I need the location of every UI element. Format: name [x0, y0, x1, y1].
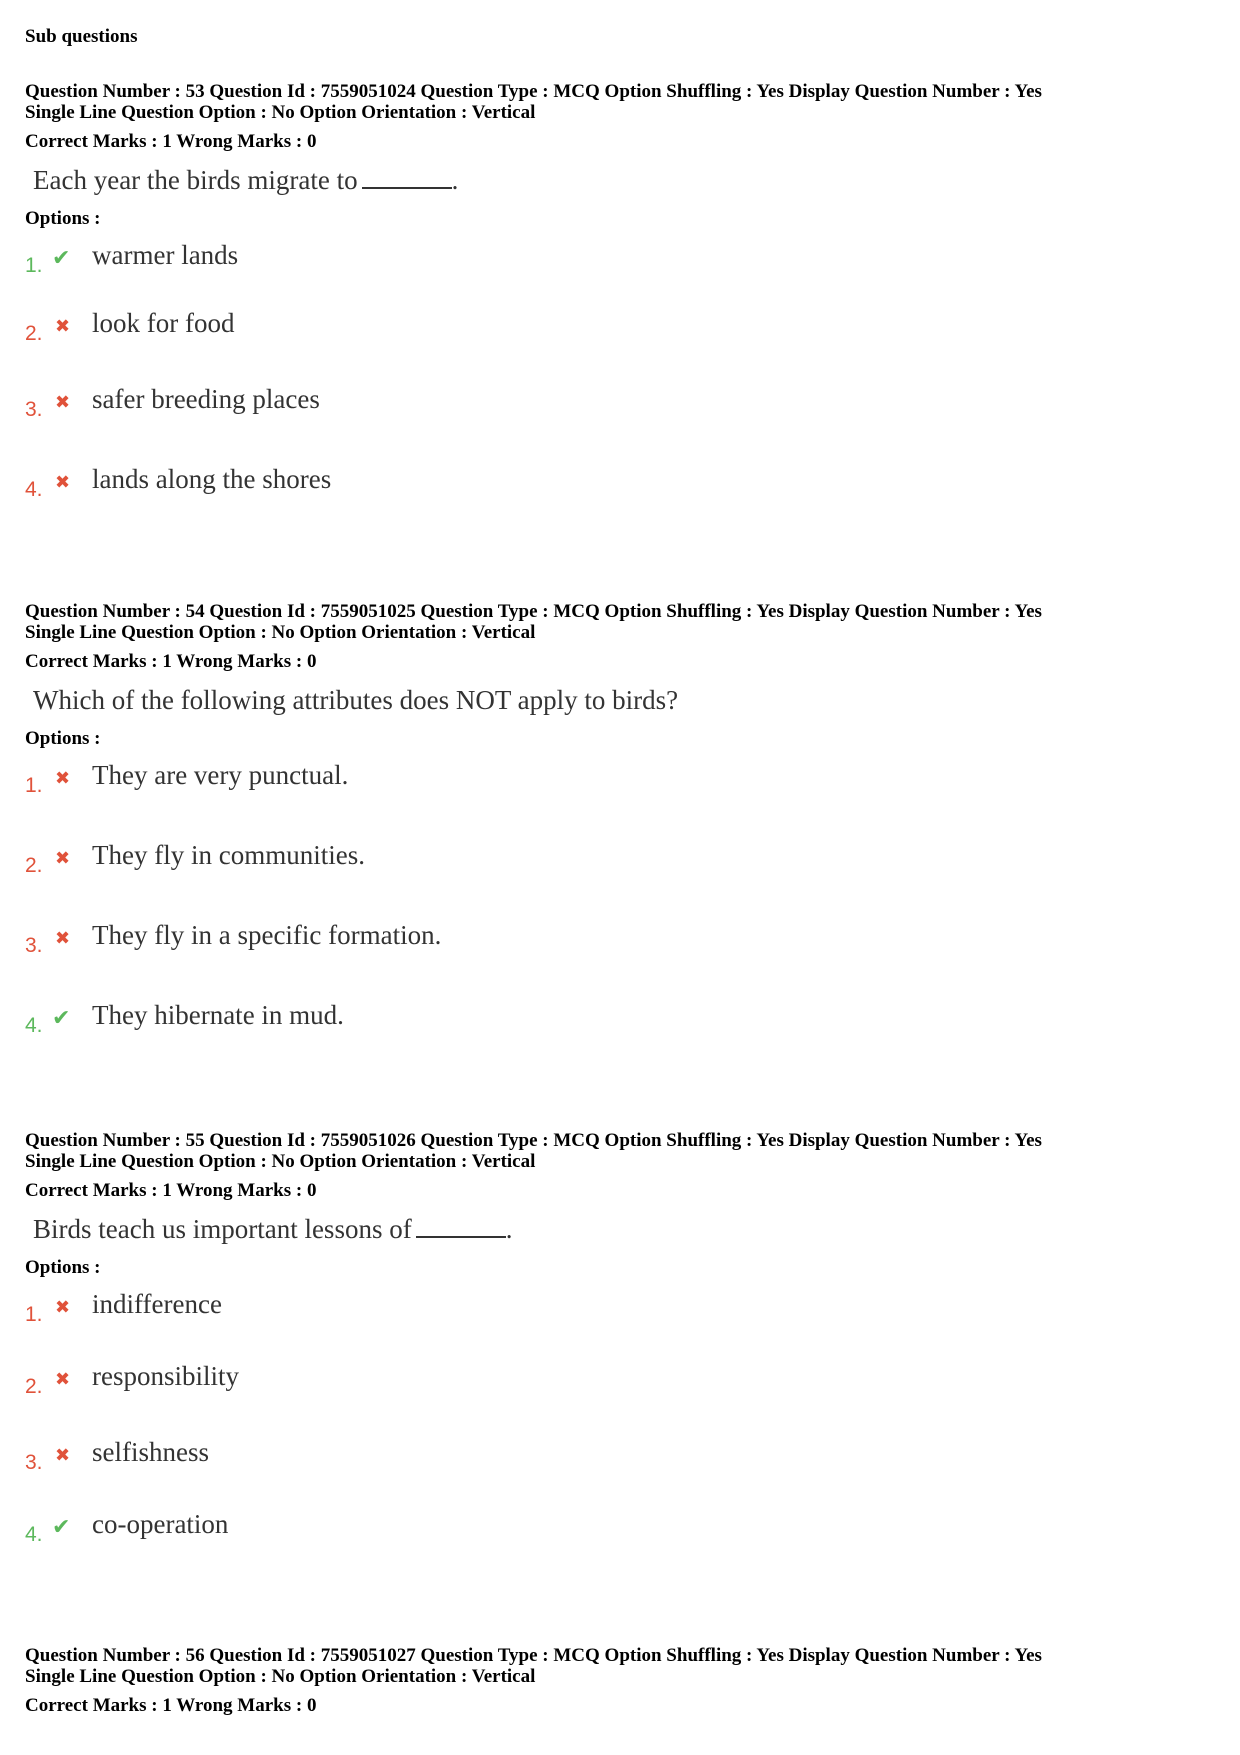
option-3 [25, 1437, 1225, 1477]
option-text: They fly in a specific formation. [92, 920, 442, 950]
option-text: responsibility [92, 1361, 239, 1391]
cross-icon: ✖ [55, 1369, 71, 1390]
question-text-suffix: . [505, 1214, 513, 1244]
cross-icon: ✖ [55, 392, 71, 413]
check-icon: ✔ [52, 1006, 71, 1031]
options-label: Options : [25, 208, 101, 229]
option-number: 4. [25, 478, 43, 501]
question-marks: Correct Marks : 1 Wrong Marks : 0 [25, 1695, 317, 1716]
option-1 [25, 1289, 1225, 1329]
page-header: Sub questions [25, 26, 138, 47]
option-4 [25, 1509, 1225, 1549]
option-number: 1. [25, 774, 43, 797]
check-icon: ✔ [52, 1515, 71, 1540]
cross-icon: ✖ [55, 316, 71, 337]
question-54 [25, 601, 1225, 1040]
option-3 [25, 920, 1225, 960]
fill-blank [416, 1214, 506, 1238]
option-number: 1. [25, 254, 43, 277]
question-meta-line1: Question Number : 55 Question Id : 7559051026 Question Type : MCQ Option Shuffling : Yes Display Question Number : Yes [25, 1130, 1042, 1151]
question-meta-line1: Question Number : 54 Question Id : 7559051025 Question Type : MCQ Option Shuffling : Yes Display Question Number : Yes [25, 601, 1042, 622]
option-number: 1. [25, 1303, 43, 1326]
question-text-main: Each year the birds migrate to [33, 165, 358, 195]
option-1 [25, 760, 1225, 800]
cross-icon: ✖ [55, 768, 71, 789]
option-text: warmer lands [92, 240, 239, 270]
options-label: Options : [25, 728, 101, 749]
question-meta-line2: Single Line Question Option : No Option Orientation : Vertical [25, 1666, 536, 1687]
question-meta-line2: Single Line Question Option : No Option Orientation : Vertical [25, 1151, 536, 1172]
option-text: They hibernate in mud. [92, 1000, 344, 1030]
question-meta-line1: Question Number : 53 Question Id : 7559051024 Question Type : MCQ Option Shuffling : Yes Display Question Number : Yes [25, 81, 1042, 102]
question-meta-line1: Question Number : 56 Question Id : 7559051027 Question Type : MCQ Option Shuffling : Yes Display Question Number : Yes [25, 1645, 1042, 1666]
question-meta-line2: Single Line Question Option : No Option Orientation : Vertical [25, 102, 536, 123]
option-2 [25, 308, 1225, 348]
question-53 [25, 81, 1225, 504]
option-text: selfishness [92, 1437, 209, 1467]
cross-icon: ✖ [55, 848, 71, 869]
option-4 [25, 464, 1225, 504]
option-4 [25, 1000, 1225, 1040]
question-marks: Correct Marks : 1 Wrong Marks : 0 [25, 131, 317, 152]
question-marks: Correct Marks : 1 Wrong Marks : 0 [25, 1180, 317, 1201]
option-text: co-operation [92, 1509, 229, 1539]
question-text-suffix: . [451, 165, 459, 195]
question-text [33, 164, 1225, 196]
option-number: 2. [25, 322, 43, 345]
check-icon: ✔ [52, 246, 71, 271]
option-number: 2. [25, 854, 43, 877]
option-1 [25, 240, 1225, 280]
option-number: 3. [25, 934, 43, 957]
option-text: safer breeding places [92, 384, 320, 414]
option-2 [25, 840, 1225, 880]
option-3 [25, 384, 1225, 424]
options-label: Options : [25, 1257, 101, 1278]
option-number: 4. [25, 1014, 43, 1037]
question-text-main: Birds teach us important lessons of [33, 1214, 412, 1244]
question-55 [25, 1130, 1225, 1549]
cross-icon: ✖ [55, 1297, 71, 1318]
question-56 [25, 1645, 1225, 1716]
option-text: They fly in communities. [92, 840, 365, 870]
option-number: 3. [25, 398, 43, 421]
cross-icon: ✖ [55, 928, 71, 949]
option-text: They are very punctual. [92, 760, 349, 790]
fill-blank [362, 165, 452, 189]
option-text: indifference [92, 1289, 222, 1319]
question-text: Which of the following attributes does NOT apply to birds? [33, 685, 679, 715]
option-text: lands along the shores [92, 464, 332, 494]
question-text [33, 1213, 1225, 1245]
option-number: 2. [25, 1375, 43, 1398]
question-meta-line2: Single Line Question Option : No Option Orientation : Vertical [25, 622, 536, 643]
option-text: look for food [92, 308, 235, 338]
option-2 [25, 1361, 1225, 1401]
option-number: 4. [25, 1523, 43, 1546]
cross-icon: ✖ [55, 472, 71, 493]
question-marks: Correct Marks : 1 Wrong Marks : 0 [25, 651, 317, 672]
cross-icon: ✖ [55, 1445, 71, 1466]
option-number: 3. [25, 1451, 43, 1474]
